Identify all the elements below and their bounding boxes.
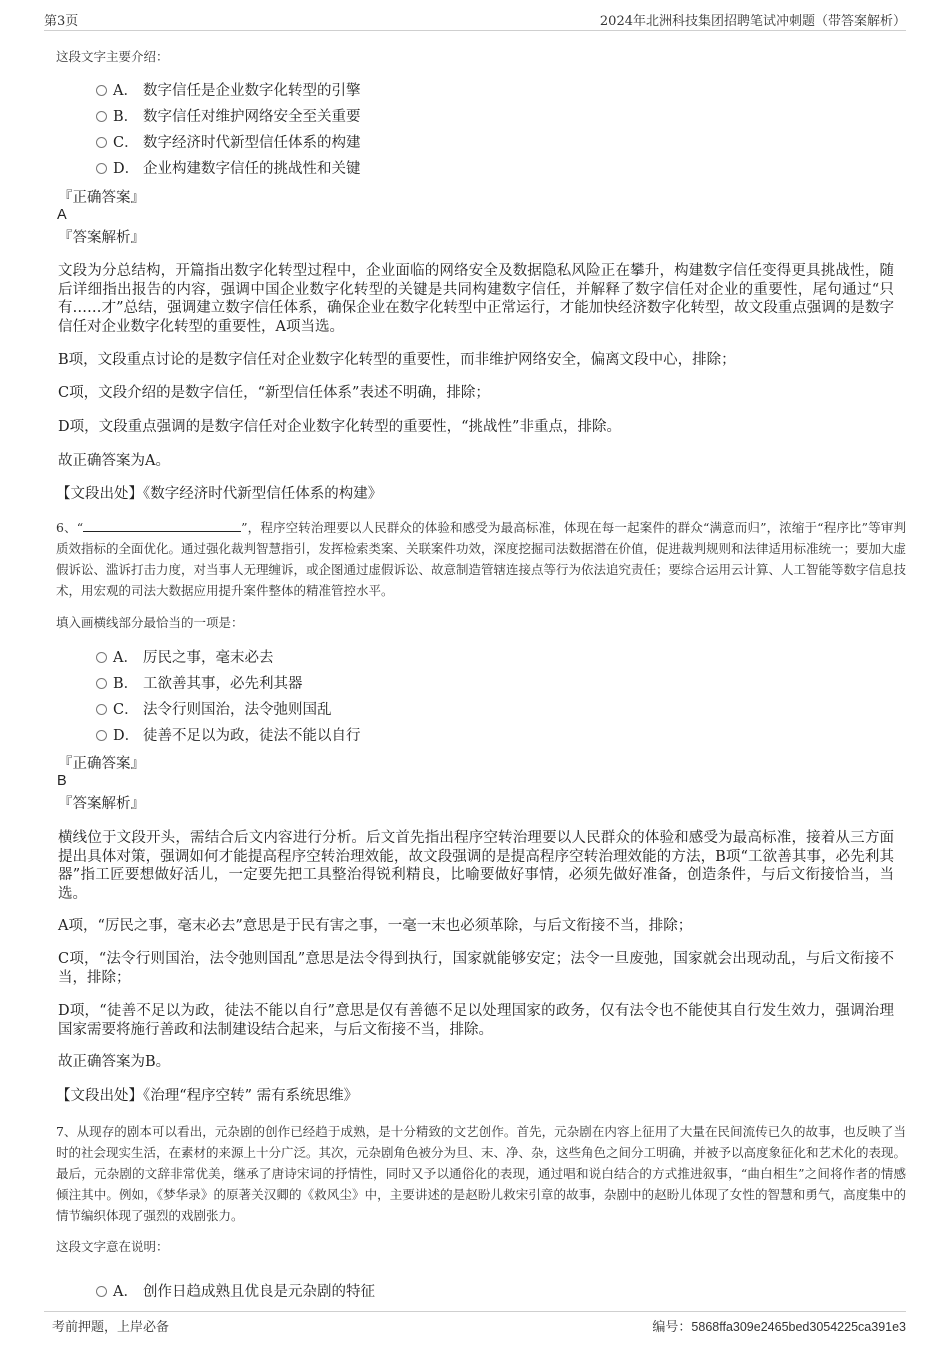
q6-option-a[interactable]: A． 厉民之事，毫末必去 bbox=[96, 647, 274, 669]
page-number: 第3页 bbox=[44, 14, 79, 29]
radio-icon[interactable] bbox=[96, 85, 107, 96]
page-footer bbox=[44, 1311, 906, 1336]
analysis-paragraph: 文段为分总结构，开篇指出数字化转型过程中，企业面临的网络安全及数据隐私风险正在攀升，构建数字信任变得更具挑战性，随后详细指出报告的内容，强调中国企业数字化转型的关键是共同构建数字信任，并解释了数字信任对企业的重要性，尾句通过“只有……才”总结，强调建立数字信任体系，确保企业在数字化转型中正常运行，才能加快经济数字化转型，故文段重点强调的是数字信任对企业数字化转型的重要性，A项当选。 bbox=[58, 263, 894, 335]
conclusion: 故正确答案为B。 bbox=[58, 1054, 171, 1070]
q6-option-c[interactable]: C． 法令行则国治，法令弛则国乱 bbox=[96, 699, 332, 721]
radio-icon[interactable] bbox=[96, 111, 107, 122]
q7-option-a[interactable]: A． 创作日趋成熟且优良是元杂剧的特征 bbox=[96, 1281, 375, 1303]
q5-option-c[interactable]: C． 数字经济时代新型信任体系的构建 bbox=[96, 132, 361, 154]
radio-icon[interactable] bbox=[96, 730, 107, 741]
document-title: 2024年北洲科技集团招聘笔试冲刺题（带答案解析） bbox=[599, 14, 906, 29]
page-header bbox=[44, 8, 906, 31]
q5-option-b[interactable]: B． 数字信任对维护网络安全至关重要 bbox=[96, 106, 361, 128]
fill-blank bbox=[83, 519, 241, 532]
conclusion: 故正确答案为A。 bbox=[58, 453, 170, 469]
q7-prompt: 这段文字意在说明： bbox=[56, 1239, 169, 1254]
source-citation: 【文段出处】《治理“程序空转” 需有系统思维》 bbox=[56, 1088, 359, 1104]
analysis-option-c: C项，文段介绍的是数字信任，“新型信任体系”表述不明确，排除； bbox=[58, 385, 490, 401]
analysis-option-d: D项，文段重点强调的是数字信任对企业数字化转型的重要性，“挑战性”非重点，排除。 bbox=[58, 419, 621, 435]
radio-icon[interactable] bbox=[96, 652, 107, 663]
answer-value: B bbox=[57, 773, 67, 789]
q6-option-b[interactable]: B． 工欲善其事，必先利其器 bbox=[96, 673, 303, 695]
footer-slogan: 考前押题，上岸必备 bbox=[52, 1320, 170, 1335]
analysis-option-d: D项，“徒善不足以为政，徒法不能以自行”意思是仅有善德不足以处理国家的政务，仅有法令也不能使其自行发生效力，强调治理国家需要将施行善政和法制建设结合起来，与后文衔接不当，排除。 bbox=[58, 1003, 894, 1038]
q5-option-d[interactable]: D． 企业构建数字信任的挑战性和关键 bbox=[96, 158, 361, 180]
analysis-label: 『答案解析』 bbox=[58, 230, 145, 246]
radio-icon[interactable] bbox=[96, 704, 107, 715]
answer-value: A bbox=[57, 207, 67, 223]
analysis-paragraph: 横线位于文段开头，需结合后文内容进行分析。后文首先指出程序空转治理要以人民群众的体验和感受为最高标准，接着从三方面提出具体对策，强调如何才能提高程序空转治理效能，故文段强调的是提高程序空转治理效能的方法，B项“工欲善其事，必先利其器”指工匠要想做好活儿，一定要先把工具整治得锐利精良，比喻要做好事情，必须先做好准备，创造条件，与后文衔接恰当，当选。 bbox=[58, 830, 894, 902]
answer-label: 『正确答案』 bbox=[58, 756, 145, 772]
q7-question-text: 7、从现存的剧本可以看出，元杂剧的创作已经趋于成熟，是十分精致的文艺创作。首先，元杂剧在内容上征用了大量在民间流传已久的故事，也反映了当时的社会现实生活，在素材的来源上十分广泛。其次，元杂剧角色被分为旦、末、净、杂，这些角色之间分工明确，并被予以高度象征化和艺术化的表现。最后，元杂剧的文辞非常优美，继承了唐诗宋词的抒情性，同时又予以通俗化的表现，通过唱和说白结合的方式推进叙事，“曲白相生”之间将作者的情感倾注其中。例如，《梦华录》的原著关汉卿的《救风尘》中，主要讲述的是赵盼儿救宋引章的故事，杂剧中的赵盼儿体现了女性的智慧和勇气，高度集中的情节编织体现了强烈的戏剧张力。 bbox=[56, 1124, 907, 1223]
analysis-option-a: A项，“厉民之事，毫末必去”意思是于民有害之事，一毫一末也必须革除，与后文衔接不当，排除； bbox=[58, 918, 693, 934]
analysis-option-b: B项，文段重点讨论的是数字信任对企业数字化转型的重要性，而非维护网络安全，偏离文段中心，排除； bbox=[58, 352, 736, 368]
radio-icon[interactable] bbox=[96, 1286, 107, 1297]
q6-prompt: 填入画横线部分最恰当的一项是： bbox=[56, 615, 244, 630]
source-citation: 【文段出处】《数字经济时代新型信任体系的构建》 bbox=[56, 486, 383, 502]
radio-icon[interactable] bbox=[96, 163, 107, 174]
analysis-option-c: C项，“法令行则国治，法令弛则国乱”意思是法令得到执行，国家就能够安定；法令一旦废弛，国家就会出现动乱，与后文衔接不当，排除； bbox=[58, 951, 894, 986]
q5-prompt: 这段文字主要介绍： bbox=[56, 49, 169, 64]
q5-option-a[interactable]: A． 数字信任是企业数字化转型的引擎 bbox=[96, 80, 361, 102]
document-code: 编号：5868ffa309e2465bed3054225ca391e3 bbox=[652, 1320, 906, 1335]
answer-label: 『正确答案』 bbox=[58, 190, 145, 206]
q6-question-text: 6、“ ”，程序空转治理要以人民群众的体验和感受为最高标准，体现在每一起案件的群众“满意而归”，浓缩于“程序比”等审判质效指标的全面优化。通过强化裁判智慧指引，发挥检索类案、关联案件功效，深度挖掘司法数据潜在价值，促进裁判规则和法律适用标准统一；要加大虚假诉讼、滥诉打击力度，对当事人无理缠诉，或企图通过虚假诉讼、故意制造管辖连接点等行为依法追究责任；要综合运用云计算、人工智能等数字信息技术，用宏观的司法大数据应用提升案件整体的精准管控水平。 bbox=[56, 520, 907, 598]
q6-option-d[interactable]: D． 徒善不足以为政，徒法不能以自行 bbox=[96, 725, 361, 747]
radio-icon[interactable] bbox=[96, 137, 107, 148]
analysis-label: 『答案解析』 bbox=[58, 796, 145, 812]
radio-icon[interactable] bbox=[96, 678, 107, 689]
